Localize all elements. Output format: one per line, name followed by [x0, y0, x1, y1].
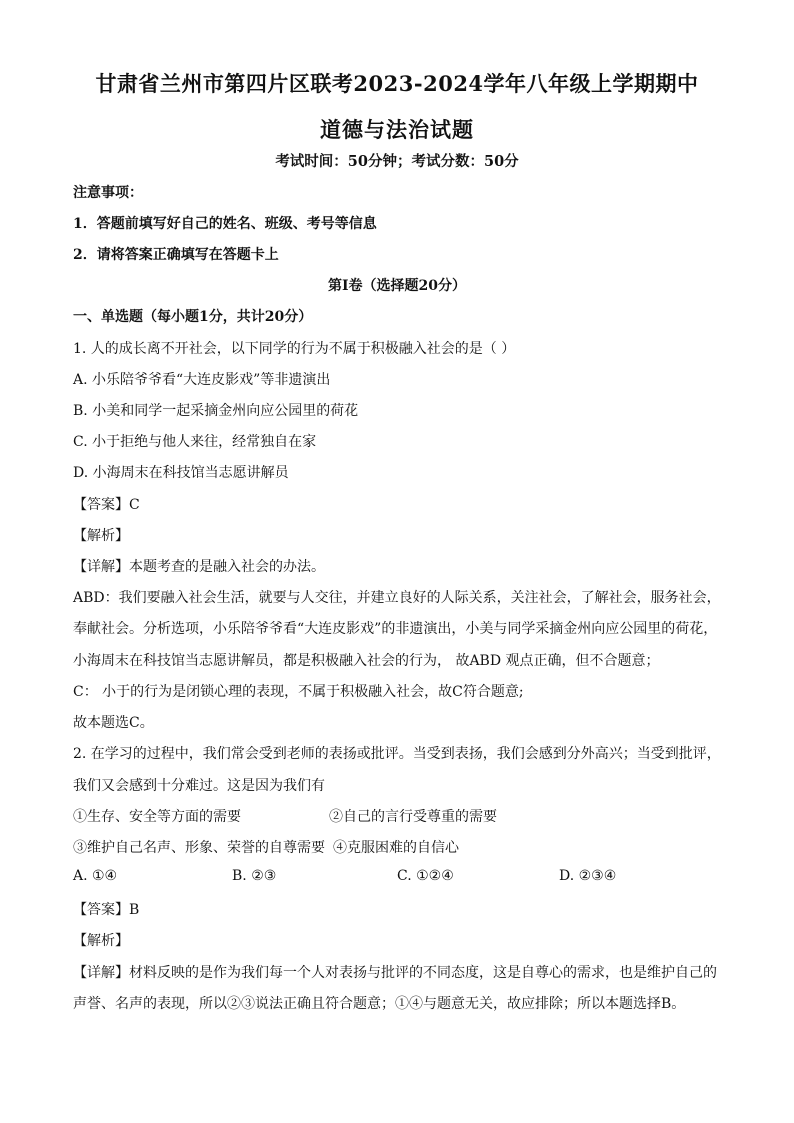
- part-heading: 一、单选题（每小题1分，共计20分）: [73, 309, 313, 325]
- q1-detail-line-1: 【详解】本题考查的是融入社会的办法。: [73, 559, 325, 575]
- q2-option-b: B. ②③: [232, 868, 277, 884]
- q2-analysis-label: 【解析】: [73, 933, 129, 949]
- q1-option-d: D. 小海周末在科技馆当志愿讲解员: [73, 465, 289, 481]
- q1-detail-line-5: C： 小于的行为是闭锁心理的表现，不属于积极融入社会，故C符合题意;: [73, 684, 524, 700]
- section-title: 第I卷（选择题20分）: [327, 278, 467, 294]
- q1-analysis-label: 【解析】: [73, 528, 129, 544]
- q1-option-b: B. 小美和同学一起采摘金州向应公园里的荷花: [73, 403, 359, 419]
- q1-option-a: A. 小乐陪爷爷看“大连皮影戏”等非遗演出: [73, 372, 331, 388]
- q2-option-d: D. ②③④: [559, 868, 617, 884]
- q2-detail-line-1: 【详解】材料反映的是作为我们每一个人对表扬与批评的不同态度，这是自尊心的需求，也是维护自己的: [73, 965, 717, 981]
- exam-title: 甘肃省兰州市第四片区联考2023-2024学年八年级上学期期中: [95, 71, 699, 96]
- q2-stem-line-1: 2. 在学习的过程中，我们常会受到老师的表扬或批评。当受到表扬，我们会感到分外高兴；当受到批评，: [73, 746, 721, 762]
- q2-item-3: ③维护自己名声、形象、荣誉的自尊需要: [73, 840, 325, 856]
- q1-detail-line-4: 小海周末在科技馆当志愿讲解员，都是积极融入社会的行为， 故ABD 观点正确，但不合题意；: [73, 653, 660, 669]
- q2-stem-line-2: 我们又会感到十分难过。这是因为我们有: [73, 778, 325, 794]
- exam-subject: 道德与法治试题: [320, 117, 474, 142]
- q2-answer: 【答案】B: [73, 902, 140, 918]
- q2-item-2: ②自己的言行受尊重的需要: [329, 809, 497, 825]
- q1-conclusion: 故本题选C。: [73, 715, 154, 731]
- q2-option-c: C. ①②④: [397, 868, 454, 884]
- q1-detail-line-2: ABD：我们要融入社会生活，就要与人交往，并建立良好的人际关系，关注社会，了解社会，服务社会，: [73, 590, 721, 606]
- q2-option-a: A. ①④: [73, 868, 118, 884]
- q1-answer: 【答案】C: [73, 497, 140, 513]
- q1-detail-line-3: 奉献社会。分析选项，小乐陪爷爷看“大连皮影戏”的非遗演出，小美与同学采摘金州向应公园里的荷花，: [73, 621, 718, 637]
- notice-heading: 注意事项：: [73, 185, 143, 201]
- exam-info: 考试时间：50分钟；考试分数：50分: [275, 153, 519, 170]
- q2-item-4: ④克服困难的自信心: [333, 840, 459, 856]
- notice-item-2: 2．请将答案正确填写在答题卡上: [73, 247, 279, 263]
- q2-item-1: ①生存、安全等方面的需要: [73, 809, 241, 825]
- q2-detail-line-2: 声誉、名声的表现，所以②③说法正确且符合题意；①④与题意无关，故应排除；所以本题选择B。: [73, 996, 686, 1012]
- notice-item-1: 1．答题前填写好自己的姓名、班级、考号等信息: [73, 216, 377, 232]
- q1-option-c: C. 小于拒绝与他人来往，经常独自在家: [73, 434, 317, 450]
- q1-stem: 1. 人的成长离不开社会，以下同学的行为不属于积极融入社会的是（ ）: [73, 341, 516, 357]
